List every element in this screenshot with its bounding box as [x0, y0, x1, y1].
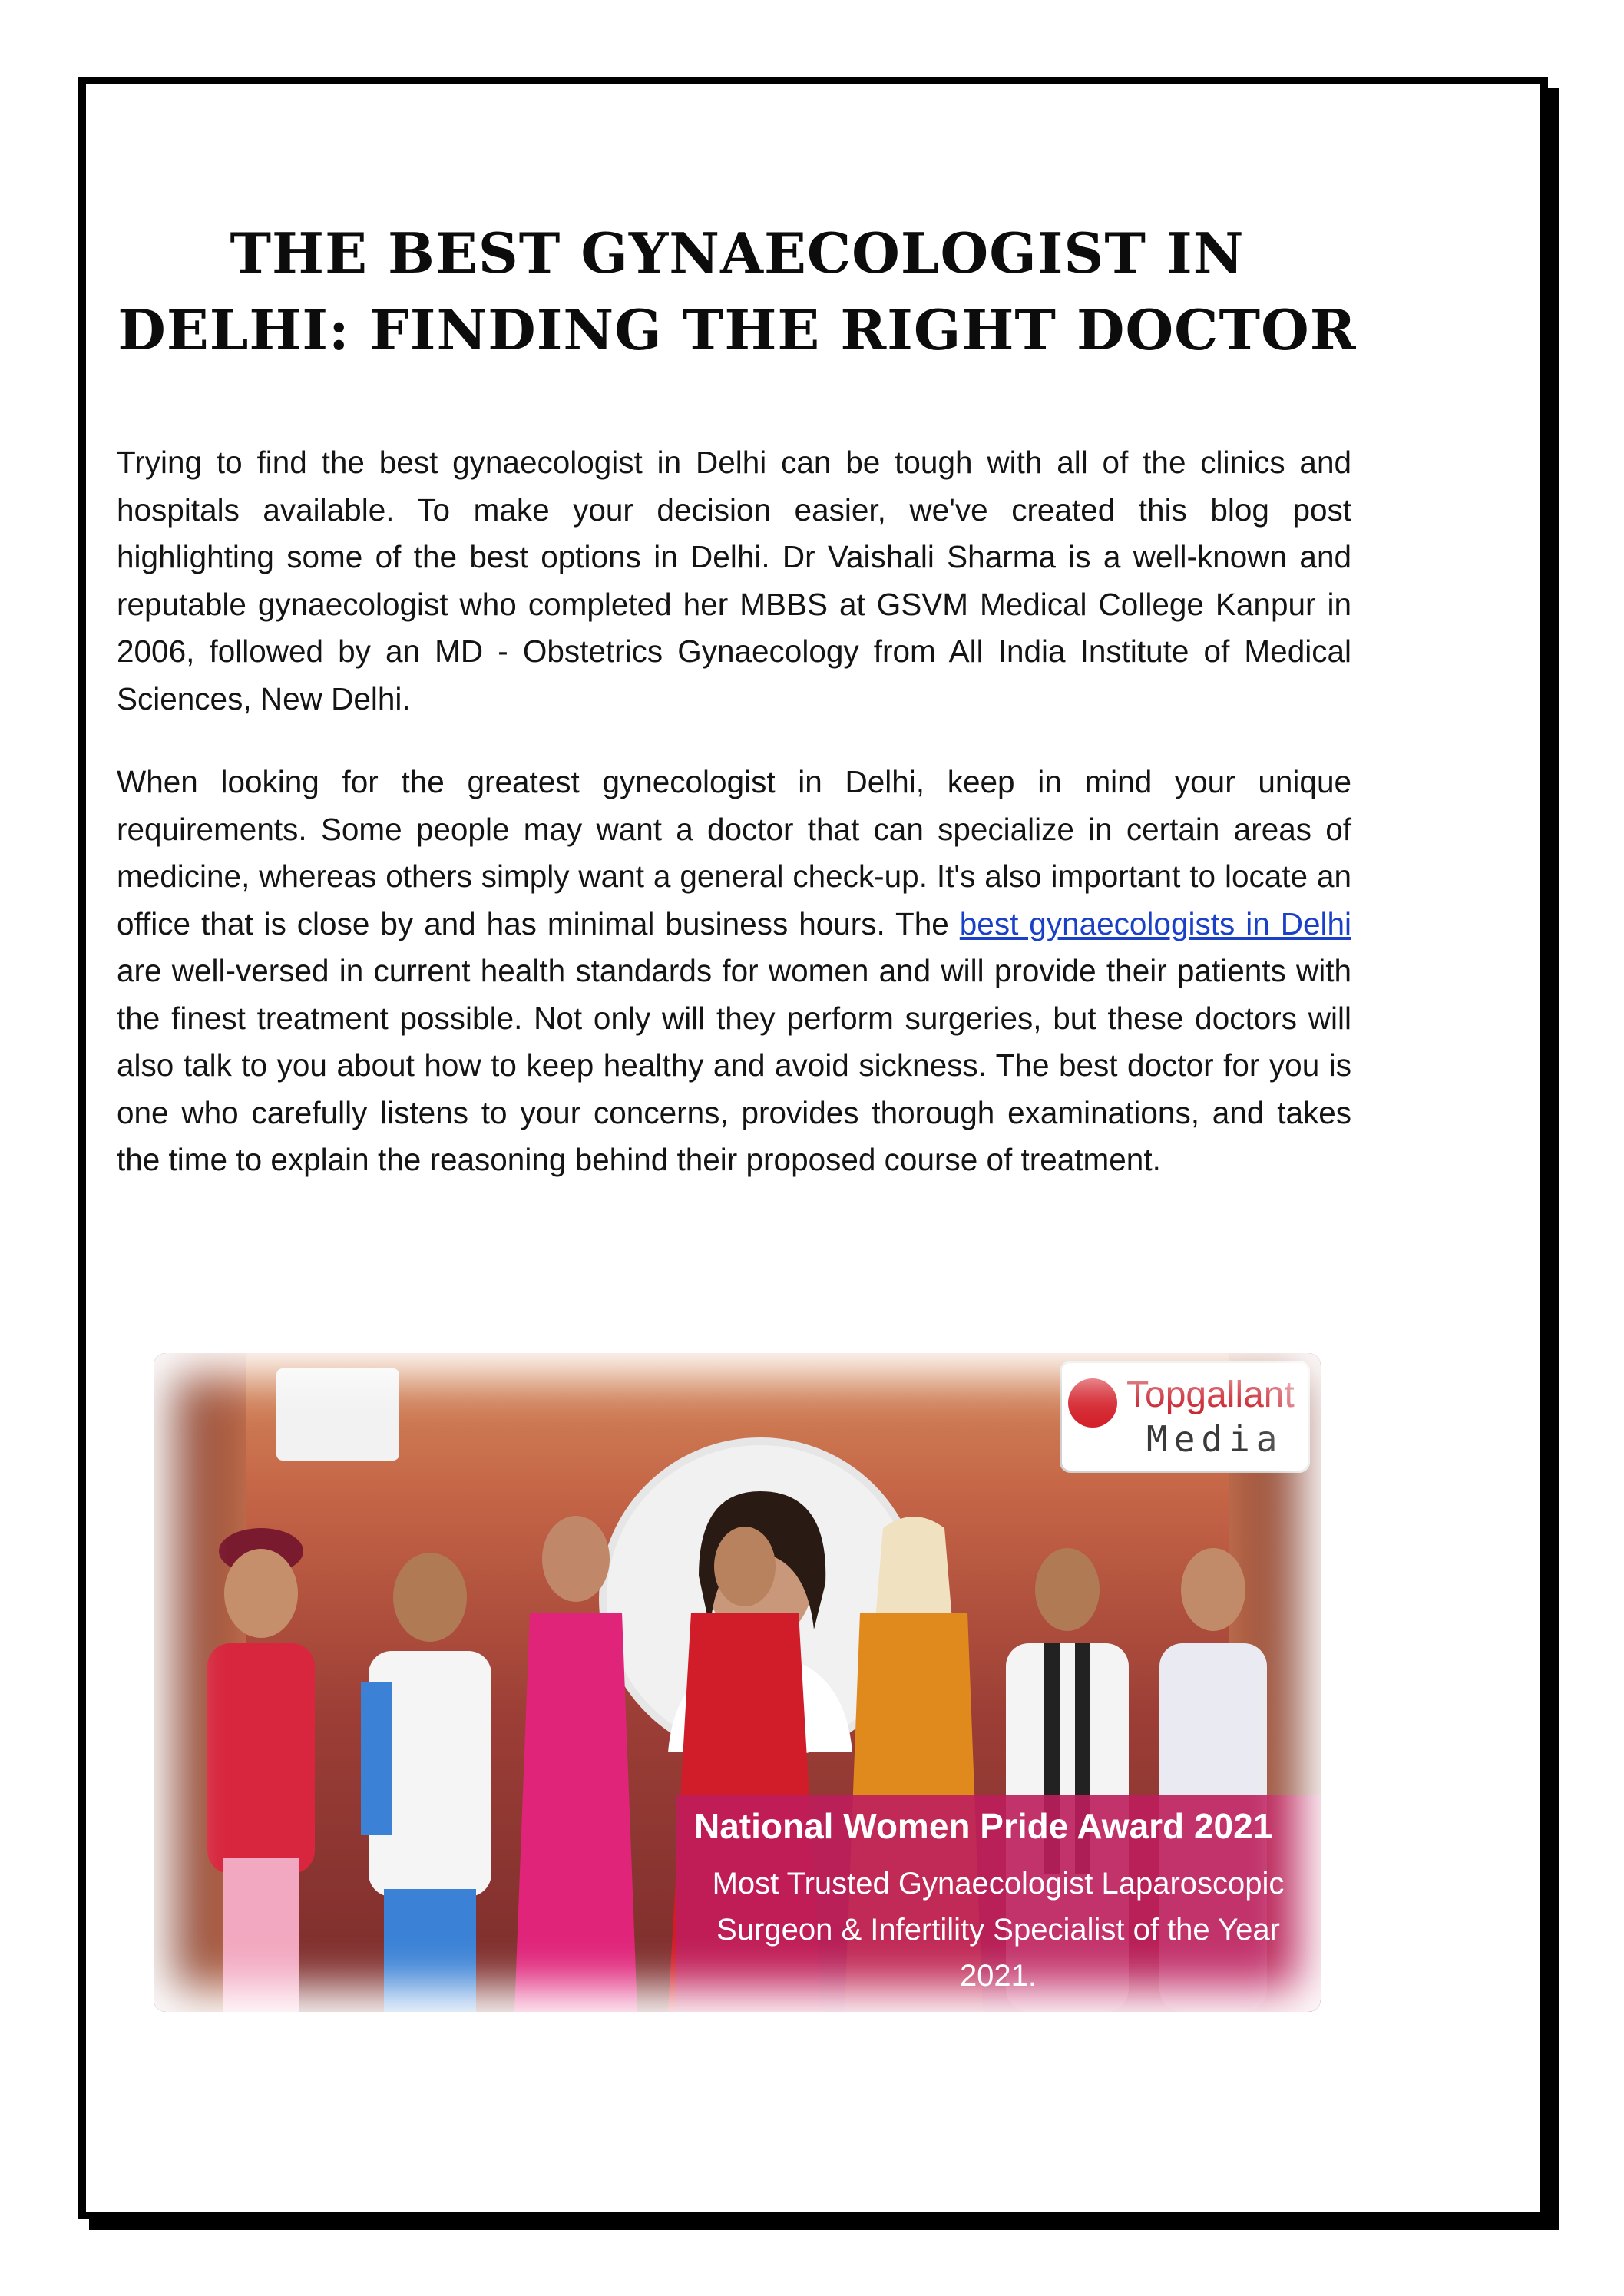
person-pink-dress [491, 1505, 660, 2012]
event-badge-graphic [276, 1368, 399, 1461]
award-banner [676, 1795, 1321, 2012]
award-description-line1: Most Trusted Gynaecologist Laparoscopic [712, 1867, 1285, 1901]
best-gynaecologists-link[interactable]: best gynaecologists in Delhi [959, 905, 1351, 941]
person-left-red-jacket [184, 1520, 338, 2012]
document-title: THE BEST GYNAECOLOGIST IN DELHI: FINDING THE RIGHT DOCTOR [117, 220, 1357, 362]
award-description-line2: Surgeon & Infertility Specialist of the Year 2021. [716, 1913, 1280, 1993]
paragraph-intro: Trying to find the best gynaecologist in Delhi can be tough with all of the clinics and hospitals available. To make your decision easier, we've created this blog post highlighting some of the best options in Delhi. Dr Vaishali Sharma is a well-known and reputable gynaecologist who completed her MBBS at GSVM Medical College Kanpur in 2006, followed by an MD - Obstetrics Gynaecology from All India Institute of Medical Sciences, New Delhi. [117, 445, 1351, 716]
paragraph-requirements [117, 759, 1351, 1184]
paragraph-requirements-lead: When looking for the greatest gynecologist in Delhi, keep in mind your unique requirements. Some people may want a doctor that can specialize in certain areas of medicine, whereas others simply want a general check-up. It's also important to locate an office that is close by and has minimal business hours. The [117, 764, 1351, 941]
topgallant-media-logo [1060, 1361, 1310, 1473]
award-description [676, 1861, 1321, 1999]
person-white-blue-outfit [346, 1536, 514, 2012]
award-title: National Women Pride Award 2021 [694, 1806, 1273, 1846]
paragraph-requirements-tail: are well-versed in current health standards for women and will provide their patients with the finest treatment possible. Not only will they perform surgeries, but these doctors will also talk to you about how to keep healthy and avoid sickness. The best doctor for you is one who carefully listens to your concerns, provides thorough examinations, and takes the time to explain the reasoning behind their proposed course of treatment. [117, 953, 1351, 1177]
award-ceremony-photo [154, 1353, 1321, 2012]
logo-text-top: Topgallant [1126, 1375, 1295, 1415]
media-play-icon [1068, 1378, 1117, 1428]
logo-text-bottom: Media [1146, 1418, 1284, 1460]
